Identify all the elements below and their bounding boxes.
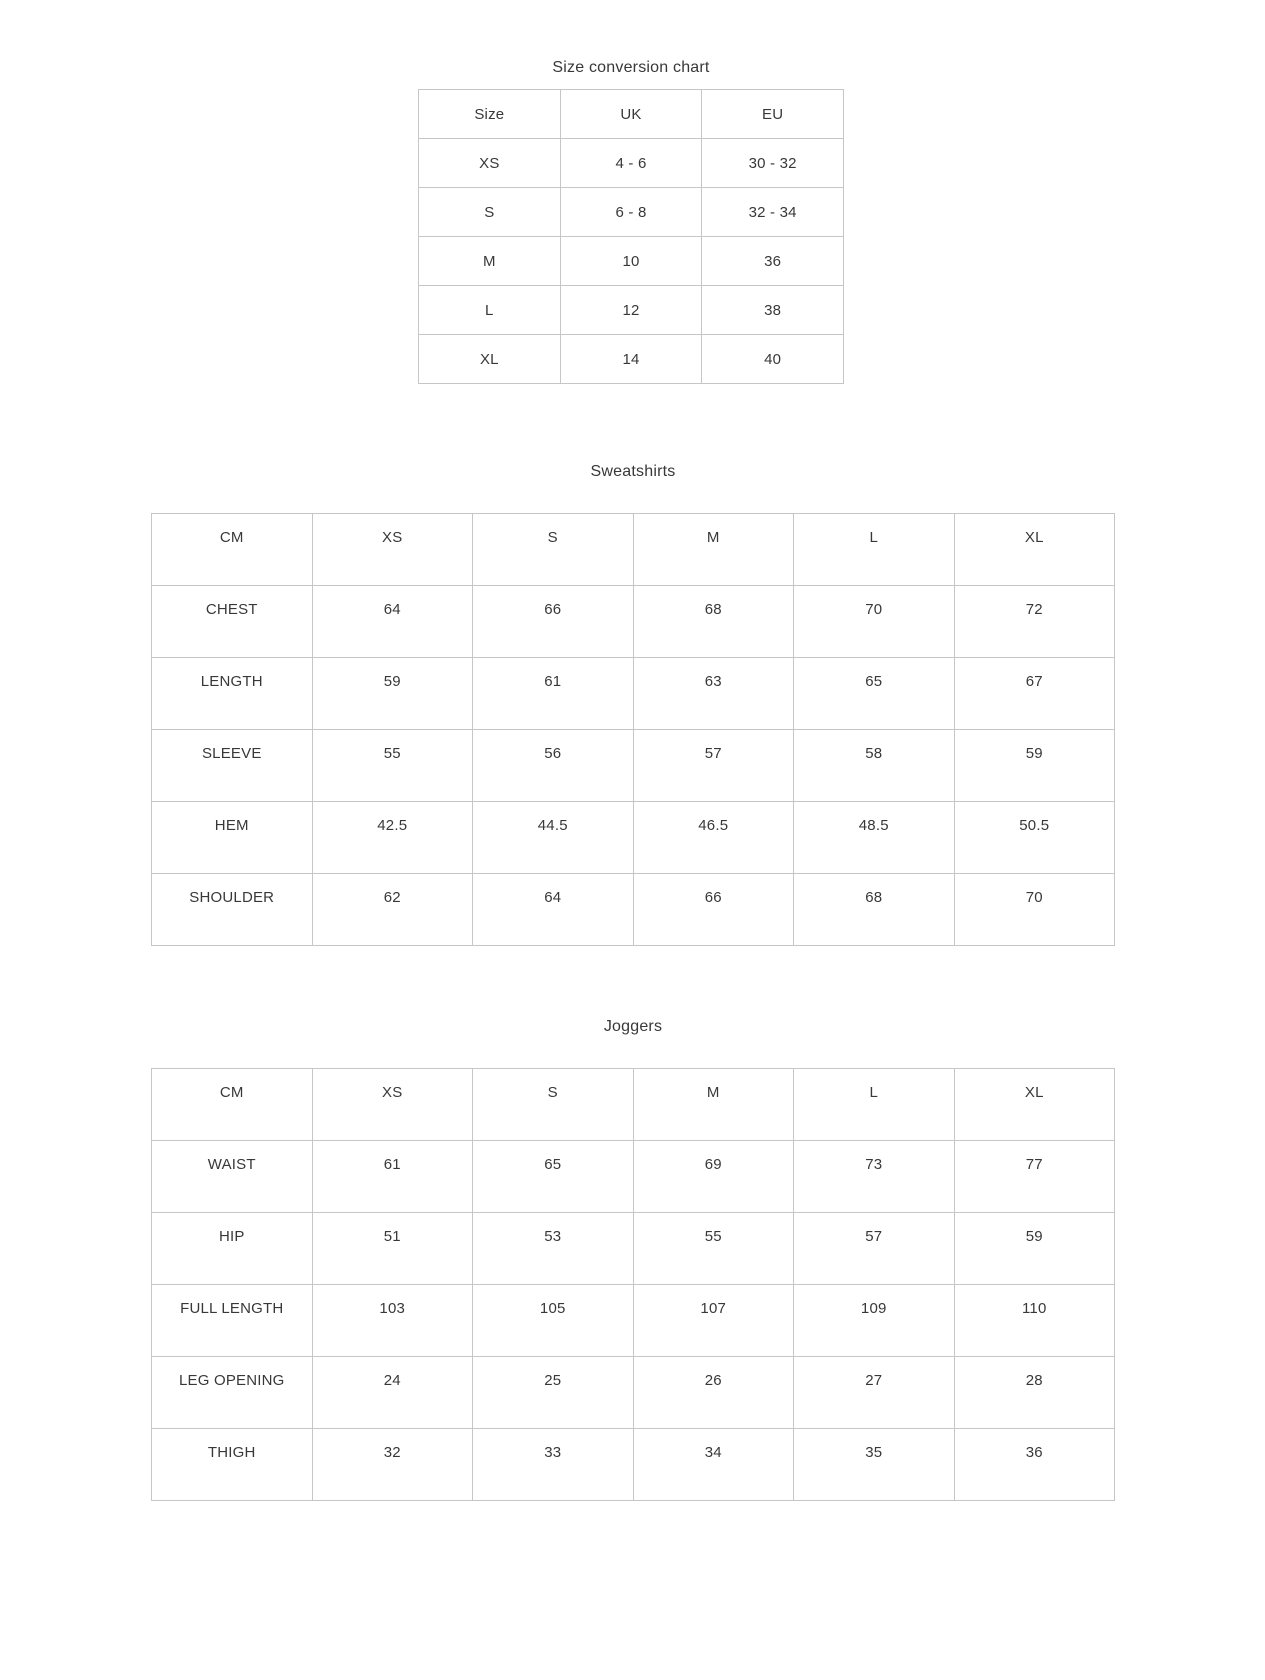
column-header: EU bbox=[702, 90, 844, 139]
cell-value: 51 bbox=[312, 1213, 473, 1285]
cell-value: 14 bbox=[560, 335, 702, 384]
size-conversion-section bbox=[418, 58, 844, 384]
cell-value: 26 bbox=[633, 1357, 794, 1429]
table-row bbox=[419, 139, 844, 188]
cell-value: 4 - 6 bbox=[560, 139, 702, 188]
cell-value: 72 bbox=[954, 586, 1115, 658]
cell-value: 73 bbox=[794, 1141, 955, 1213]
cell-value: 36 bbox=[702, 237, 844, 286]
column-header: XL bbox=[954, 514, 1115, 586]
joggers-table bbox=[151, 1068, 1115, 1501]
column-header: Size bbox=[419, 90, 561, 139]
cell-value: 69 bbox=[633, 1141, 794, 1213]
column-header: L bbox=[794, 514, 955, 586]
cell-value: 68 bbox=[794, 874, 955, 946]
cell-value: 35 bbox=[794, 1429, 955, 1501]
cell-value: 70 bbox=[794, 586, 955, 658]
cell-value: 64 bbox=[312, 586, 473, 658]
cell-value: 67 bbox=[954, 658, 1115, 730]
cell-value: 12 bbox=[560, 286, 702, 335]
cell-value: 32 - 34 bbox=[702, 188, 844, 237]
cell-value: 50.5 bbox=[954, 802, 1115, 874]
header-row bbox=[419, 90, 844, 139]
cell-value: 110 bbox=[954, 1285, 1115, 1357]
cell-value: 10 bbox=[560, 237, 702, 286]
column-header: S bbox=[473, 1069, 634, 1141]
row-label: M bbox=[419, 237, 561, 286]
column-header: XL bbox=[954, 1069, 1115, 1141]
cell-value: 55 bbox=[633, 1213, 794, 1285]
table-row bbox=[152, 874, 1115, 946]
table-row bbox=[152, 1285, 1115, 1357]
cell-value: 59 bbox=[954, 730, 1115, 802]
row-label: THIGH bbox=[152, 1429, 313, 1501]
cell-value: 6 - 8 bbox=[560, 188, 702, 237]
cell-value: 46.5 bbox=[633, 802, 794, 874]
cell-value: 107 bbox=[633, 1285, 794, 1357]
column-header: XS bbox=[312, 1069, 473, 1141]
row-label: CHEST bbox=[152, 586, 313, 658]
table-row bbox=[419, 237, 844, 286]
table-row bbox=[152, 1429, 1115, 1501]
column-header: M bbox=[633, 514, 794, 586]
cell-value: 61 bbox=[473, 658, 634, 730]
cell-value: 32 bbox=[312, 1429, 473, 1501]
row-label: WAIST bbox=[152, 1141, 313, 1213]
cell-value: 27 bbox=[794, 1357, 955, 1429]
sweatshirts-table bbox=[151, 513, 1115, 946]
table-row bbox=[419, 335, 844, 384]
table-row bbox=[419, 286, 844, 335]
cell-value: 61 bbox=[312, 1141, 473, 1213]
cell-value: 65 bbox=[794, 658, 955, 730]
cell-value: 103 bbox=[312, 1285, 473, 1357]
column-header: M bbox=[633, 1069, 794, 1141]
row-label: XS bbox=[419, 139, 561, 188]
column-header: XS bbox=[312, 514, 473, 586]
cell-value: 63 bbox=[633, 658, 794, 730]
cell-value: 48.5 bbox=[794, 802, 955, 874]
cell-value: 30 - 32 bbox=[702, 139, 844, 188]
cell-value: 28 bbox=[954, 1357, 1115, 1429]
cell-value: 25 bbox=[473, 1357, 634, 1429]
cell-value: 38 bbox=[702, 286, 844, 335]
joggers-title: Joggers bbox=[603, 1018, 663, 1035]
row-label: HIP bbox=[152, 1213, 313, 1285]
size-conversion-title: Size conversion chart bbox=[552, 59, 710, 76]
cell-value: 105 bbox=[473, 1285, 634, 1357]
header-row bbox=[152, 1069, 1115, 1141]
column-header: L bbox=[794, 1069, 955, 1141]
row-label: SLEEVE bbox=[152, 730, 313, 802]
cell-value: 109 bbox=[794, 1285, 955, 1357]
table-row bbox=[152, 1357, 1115, 1429]
table-row bbox=[152, 1141, 1115, 1213]
row-label: SHOULDER bbox=[152, 874, 313, 946]
cell-value: 59 bbox=[954, 1213, 1115, 1285]
cell-value: 57 bbox=[633, 730, 794, 802]
cell-value: 55 bbox=[312, 730, 473, 802]
row-label: S bbox=[419, 188, 561, 237]
cell-value: 53 bbox=[473, 1213, 634, 1285]
cell-value: 66 bbox=[633, 874, 794, 946]
table-row bbox=[152, 730, 1115, 802]
row-label: LENGTH bbox=[152, 658, 313, 730]
cell-value: 59 bbox=[312, 658, 473, 730]
column-header: S bbox=[473, 514, 634, 586]
cell-value: 68 bbox=[633, 586, 794, 658]
joggers-section bbox=[151, 1017, 1115, 1501]
table-row bbox=[152, 586, 1115, 658]
table-row bbox=[152, 1213, 1115, 1285]
cell-value: 36 bbox=[954, 1429, 1115, 1501]
column-header: CM bbox=[152, 1069, 313, 1141]
table-row bbox=[152, 802, 1115, 874]
column-header: CM bbox=[152, 514, 313, 586]
column-header: UK bbox=[560, 90, 702, 139]
row-label: L bbox=[419, 286, 561, 335]
table-row bbox=[152, 658, 1115, 730]
cell-value: 24 bbox=[312, 1357, 473, 1429]
cell-value: 34 bbox=[633, 1429, 794, 1501]
cell-value: 58 bbox=[794, 730, 955, 802]
cell-value: 56 bbox=[473, 730, 634, 802]
row-label: XL bbox=[419, 335, 561, 384]
cell-value: 33 bbox=[473, 1429, 634, 1501]
cell-value: 40 bbox=[702, 335, 844, 384]
cell-value: 65 bbox=[473, 1141, 634, 1213]
cell-value: 70 bbox=[954, 874, 1115, 946]
cell-value: 57 bbox=[794, 1213, 955, 1285]
header-row bbox=[152, 514, 1115, 586]
cell-value: 44.5 bbox=[473, 802, 634, 874]
sweatshirts-section bbox=[151, 462, 1115, 946]
cell-value: 42.5 bbox=[312, 802, 473, 874]
row-label: LEG OPENING bbox=[152, 1357, 313, 1429]
cell-value: 77 bbox=[954, 1141, 1115, 1213]
sweatshirts-title: Sweatshirts bbox=[590, 463, 676, 480]
cell-value: 62 bbox=[312, 874, 473, 946]
row-label: HEM bbox=[152, 802, 313, 874]
row-label: FULL LENGTH bbox=[152, 1285, 313, 1357]
cell-value: 66 bbox=[473, 586, 634, 658]
table-row bbox=[419, 188, 844, 237]
size-conversion-table bbox=[418, 89, 844, 384]
cell-value: 64 bbox=[473, 874, 634, 946]
